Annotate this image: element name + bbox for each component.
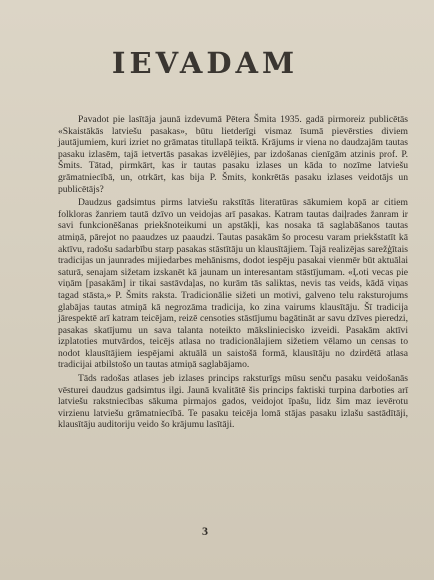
page-title: IEVADAM [111, 46, 299, 80]
page-number: 3 [202, 524, 208, 538]
paragraph-2: Daudzus gadsimtus pirms latviešu rakstītās literatūras sākumiem kopā ar citiem folkloras žanriem tautā dzīvo un veidojas arī pasakas. Katram tautas daiļrades žanram ir savi funkcionēšanas priekšnoteikumi un apstākļi, kas nosaka tā saglabāšanos tautas atmiņā, pārejot no paaudzes uz paaudzi. Tautas pasakām šo procesu varam priekšstatīt kā aktīvu, radošu sadarbību starp pasakas stāstītāju un klausītājiem. Tajā realizējas sarežģītais tradicijas un jaunrades mijiedarbes mehānisms, dodot iespēju pasakai vienmēr būt aktuālai saturā, senajam sižetam izskanēt kā jaunam un interesantam stāstījumam. «Ļoti vecas pie viņām [pasakām] ir tikai sastāvdaļas, no kurām tās saliktas, nevis tas veids, kādā viņas tagad stāsta,» P. Šmits raksta. Tradicionālie sižeti un motivi, galveno telu raksturojums glabājas tautas atmiņā kā negrozāma tradicija, ko zina vairums klausītāju. Šī tradicija jārespektē arī katram teicējam, reizē censoties stāstījumu bagātināt ar savu dzīves pieredzi, pasakas skatījumu un sava talanta noteikto mākslinieciskо izveidi. Pasakām aktīvi izplatoties mutvārdos, teicējs atlasa no tradicionālajiem sižetiem vēlamo un censas to nodot klausītājiem iespējami aktuālā un saistošā formā, klausītāju no dzirdētā atlasa tradicijai atbilstošo un tautas atmiņā saglabājamo. [58, 197, 408, 371]
paragraph-1: Pavadot pie lasītāja jaunā izdevumā Pētera Šmita 1935. gadā pirmoreiz publicētās «Skaistākās latviešu pasakas», būtu lietderīgi vismaz īsumā pievērsties diviem jautājumiem, kuri izriet no grāmatas titullapā teiktā. Krājums ir viena no daudzajām tautas pasaku izlasēm, tajā ietvertās pasakas izvēlējies, par izdošanas cienīgām atzinis prof. P. Šmits. Tātad, pirmkārt, kas ir tautas pasaku izlases un kāda to nozīme latviešu grāmatniecībā, un, otrkārt, kas bija P. Šmits, konkrētās pasaku izlases veidotājs un publicētājs? [58, 114, 408, 195]
body-text [58, 114, 408, 431]
paragraph-3: Tāds radošas atlases jeb izlases princips raksturīgs mūsu senču pasaku veidošanās vēsturei daudzus gadsimtus ilgi. Jaunā kvalitātē šis princips faktiski turpina darboties arī latviešu rakstniecības sākuma pirmajos gados, veidojot īpašu, lidz šim maz ievērotu virzienu latviešu grāmatniecībā. Te pasaku teicēja lomā stājas pasaku izlašu sastādītāji, klausītāju auditoriju veido šo krājumu lasītāji. [58, 373, 408, 431]
